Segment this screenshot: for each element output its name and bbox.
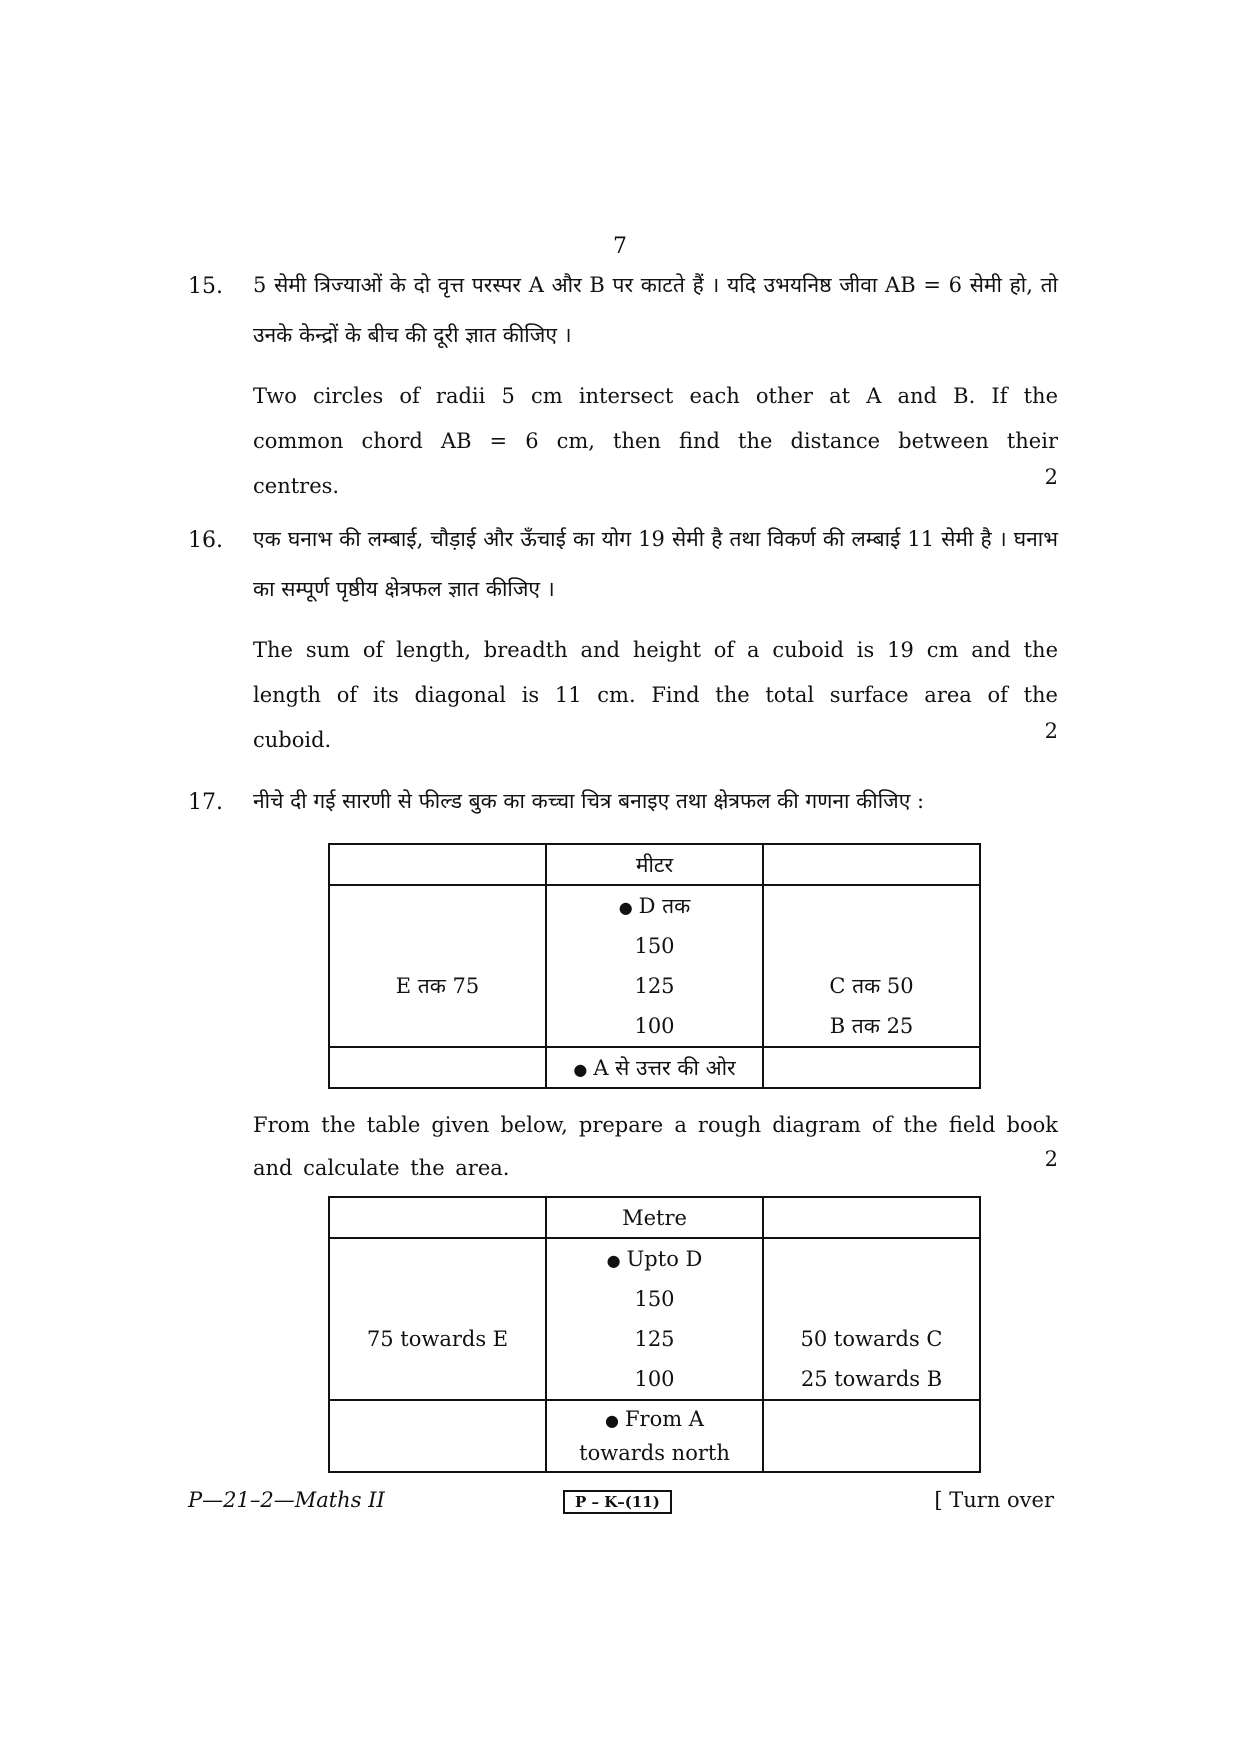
page-footer	[188, 1488, 1054, 1522]
chain-value: 125	[634, 1327, 675, 1351]
right-offset: B तक 25	[829, 1014, 914, 1038]
question-number: 16.	[188, 528, 223, 553]
table-cell	[763, 844, 980, 885]
question-number: 15.	[188, 274, 223, 299]
question-text-hindi: एक घनाभ की लम्बाई, चौड़ाई और ऊँचाई का योग 19 सेमी है तथा विकर्ण की लम्बाई 11 सेमी है । घनाभ का सम्पूर्ण पृष्ठीय क्षेत्रफल ज्ञात कीजिए ।	[253, 527, 1058, 601]
left-offset: 75 towards E	[366, 1327, 509, 1351]
left-offset-cell	[329, 885, 546, 1047]
right-offset-cell	[763, 1238, 980, 1400]
question-text-english: From the table given below, prepare a rough diagram of the field book and calculate the area.	[253, 1113, 1058, 1180]
chain-value: 125	[634, 974, 675, 998]
left-offset-cell	[329, 1238, 546, 1400]
chain-value: 150	[634, 934, 675, 958]
chain-bottom: ● From A towards north	[546, 1400, 763, 1472]
right-offset: C तक 50	[829, 974, 914, 998]
question-16	[188, 527, 1058, 752]
right-offset: 50 towards C	[800, 1327, 943, 1351]
bullet-icon: ●	[605, 1411, 619, 1430]
question-17-english	[188, 1104, 1058, 1180]
page-number: 7	[613, 234, 627, 259]
chain-cell	[546, 1238, 763, 1400]
paper-code: P—21–2—Maths II	[188, 1488, 385, 1512]
table-cell	[763, 1197, 980, 1238]
question-15	[188, 273, 1058, 498]
field-book-table-english	[328, 1196, 981, 1473]
booklet-code: P – K–(11)	[563, 1490, 672, 1514]
bullet-icon: ●	[573, 1059, 588, 1079]
table-header: मीटर	[546, 844, 763, 885]
marks: 2	[1044, 719, 1058, 743]
question-text-hindi: नीचे दी गई सारणी से फील्ड बुक का कच्चा चित्र बनाइए तथा क्षेत्रफल की गणना कीजिए :	[253, 789, 925, 813]
table-cell	[329, 1197, 546, 1238]
chain-value: 100	[634, 1367, 675, 1391]
chain-value: 150	[634, 1287, 675, 1311]
field-book-table-hindi	[328, 843, 981, 1089]
right-offset-cell	[763, 885, 980, 1047]
table-cell	[329, 1400, 546, 1472]
table-cell	[763, 1047, 980, 1088]
question-text-hindi: 5 सेमी त्रिज्याओं के दो वृत्त परस्पर A और B पर काटते हैं । यदि उभयनिष्ठ जीवा AB = 6 सेमी हो, तो उनके केन्द्रों के बीच की दूरी ज्ञात कीजिए ।	[253, 273, 1058, 347]
table-cell	[329, 1047, 546, 1088]
chain-value: 100	[634, 1014, 675, 1038]
marks: 2	[1044, 1147, 1058, 1171]
bullet-icon: ●	[606, 1251, 621, 1270]
chain-top: ● D तक	[618, 894, 691, 918]
english-text: Two circles of radii 5 cm intersect each other at A and B. If the common chord AB = 6 cm, then find the distance between their centres.	[253, 384, 1058, 498]
chain-top: ● Upto D	[606, 1247, 703, 1271]
right-offset: 25 towards B	[800, 1367, 943, 1391]
english-text: The sum of length, breadth and height of a cuboid is 19 cm and the length of its diagonal is 11 cm. Find the total surface area of the cuboid.	[253, 638, 1058, 752]
question-number: 17.	[188, 790, 223, 815]
question-17	[188, 790, 1058, 826]
marks: 2	[1044, 465, 1058, 489]
chain-cell	[546, 885, 763, 1047]
table-cell	[763, 1400, 980, 1472]
table-header: Metre	[546, 1197, 763, 1238]
chain-bottom: ● A से उत्तर की ओर	[546, 1047, 763, 1088]
table-cell	[329, 844, 546, 885]
turn-over: [ Turn over	[934, 1488, 1054, 1512]
left-offset: E तक 75	[395, 974, 480, 998]
bullet-icon: ●	[618, 898, 633, 917]
